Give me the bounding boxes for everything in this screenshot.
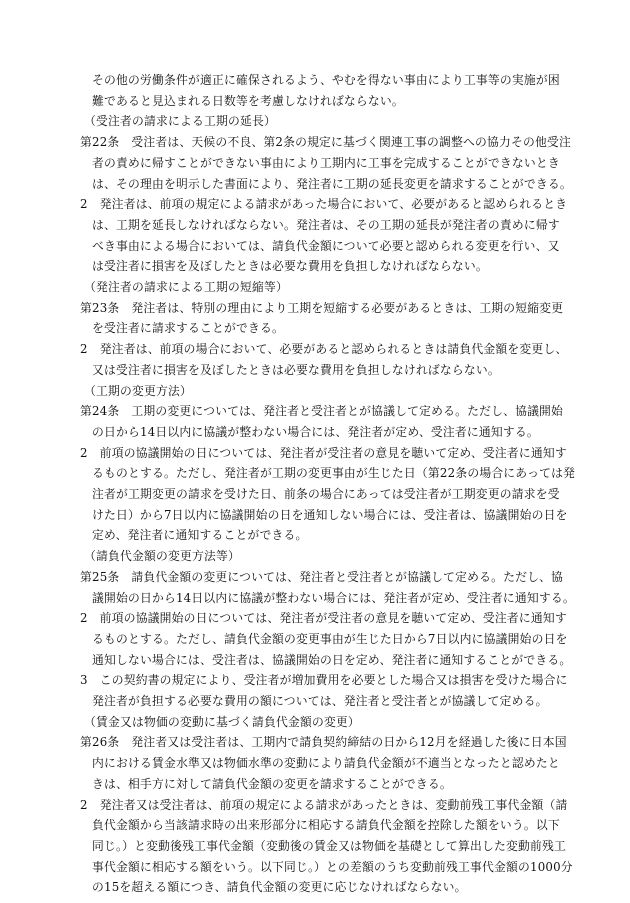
text-line: 又は受注者に損害を及ぼしたときは必要な費用を負担しなければならない。 — [92, 362, 500, 377]
article-text: 第24条 工期の変更については、発注者と受注者とが協議して定める。ただし、協議開始 — [80, 404, 564, 419]
article-text: 第23条 発注者は、特別の理由により工期を短縮する必要があるときは、工期の短縮変更 — [80, 300, 564, 315]
text-line: は、その理由を明示した書面により、発注者に工期の延長変更を請求することができる。 — [92, 176, 572, 191]
article-text: 第26条 発注者又は受注者は、工期内で請負契約締結の日から12月を経過した後に日本国 — [80, 735, 567, 750]
section-heading: （工期の変更方法） — [84, 383, 192, 398]
article-text: 第22条 受注者は、天候の不良、第2条の規定に基づく関連工事の調整への協力その他受注 — [80, 135, 571, 150]
text-line: の日から14日以内に協議が整わない場合には、発注者が定め、受注者に通知する。 — [92, 424, 539, 439]
text-line: 同じ。）と変動後残工事代金額（変動後の賃金又は物価を基礎として算出した変動前残工 — [92, 838, 566, 853]
text-line: は、工期を延長しなければならない。発注者は、その工期の延長が発注者の責めに帰す — [92, 217, 560, 232]
text-line: は受注者に損害を及ぼしたときは必要な費用を負担しなければならない。 — [92, 259, 488, 274]
text-line: きは、相手方に対して請負代金額の変更を請求することができる。 — [92, 776, 452, 791]
section-heading: （賃金又は物価の変動に基づく請負代金額の変更） — [84, 714, 360, 729]
paragraph-text: 2 前項の協議開始の日については、発注者が受注者の意見を聴いて定め、受注者に通知す — [80, 445, 567, 460]
text-line: 注者が工期変更の請求を受けた日、前条の場合にあっては受注者が工期変更の請求を受 — [92, 487, 560, 501]
section-heading: （発注者の請求による工期の短縮等） — [84, 280, 288, 294]
text-line: 定め、発注者に通知することができる。 — [92, 528, 308, 543]
text-line: その他の労働条件が適正に確保されるよう、やむを得ない事由により工事等の実施が困 — [92, 73, 560, 87]
text-line: 発注者が負担する必要な費用の額については、発注者と受注者とが協議して定める。 — [92, 694, 548, 708]
text-line: けた日）から7日以内に協議開始の日を通知しない場合には、受注者は、協議開始の日を — [92, 507, 568, 522]
text-line: を受注者に請求することができる。 — [92, 321, 284, 336]
text-line: るものとする。ただし、発注者が工期の変更事由が生じた日（第22条の場合にあっては発 — [92, 466, 576, 481]
paragraph-text: 2 発注者は、前項の規定による請求があった場合において、必要があると認められるとき — [80, 197, 568, 212]
section-heading: （請負代金額の変更方法等） — [84, 549, 240, 564]
text-line: るものとする。ただし、請負代金額の変更事由が生じた日から7日以内に協議開始の日を — [92, 631, 568, 646]
text-line: 内における賃金水準又は物価水準の変動により請負代金額が不適当となったと認めたと — [92, 756, 560, 771]
text-line: 難であると見込まれる日数等を考慮しなければならない。 — [92, 93, 404, 108]
text-line: べき事由による場合においては、請負代金額について必要と認められる変更を行い、又 — [92, 238, 560, 253]
paragraph-text: 2 前項の協議開始の日については、発注者が受注者の意見を聴いて定め、受注者に通知す — [80, 611, 567, 626]
text-line: 負代金額から当該請求時の出来形部分に相応する請負代金額を控除した額をいう。以下 — [92, 818, 560, 833]
text-line: 事代金額に相応する額をいう。以下同じ。）との差額のうち変動前残工事代金額の1000分 — [92, 859, 573, 874]
paragraph-text: 2 発注者又は受注者は、前項の規定による請求があったときは、変動前残工事代金額（請 — [80, 797, 568, 812]
paragraph-text: 3 この契約書の規定により、受注者が増加費用を必要とした場合又は損害を受けた場合に — [80, 673, 568, 688]
text-line: 者の責めに帰すことができない事由により工期内に工事を完成することができないとき — [92, 155, 560, 170]
text-line: 議開始の日から14日以内に協議が整わない場合には、発注者が定め、受注者に通知する。 — [92, 590, 575, 605]
article-text: 第25条 請負代金額の変更については、発注者と受注者とが協議して定める。ただし、協 — [80, 569, 564, 584]
section-heading: （受注者の請求による工期の延長） — [84, 114, 276, 129]
text-line: 通知しない場合には、受注者は、協議開始の日を定め、発注者に通知することができる。 — [92, 652, 572, 667]
text-line: の15を超える額につき、請負代金額の変更に応じなければならない。 — [92, 880, 467, 895]
paragraph-text: 2 発注者は、前項の場合において、必要があると認められるときは請負代金額を変更し、 — [80, 342, 568, 357]
